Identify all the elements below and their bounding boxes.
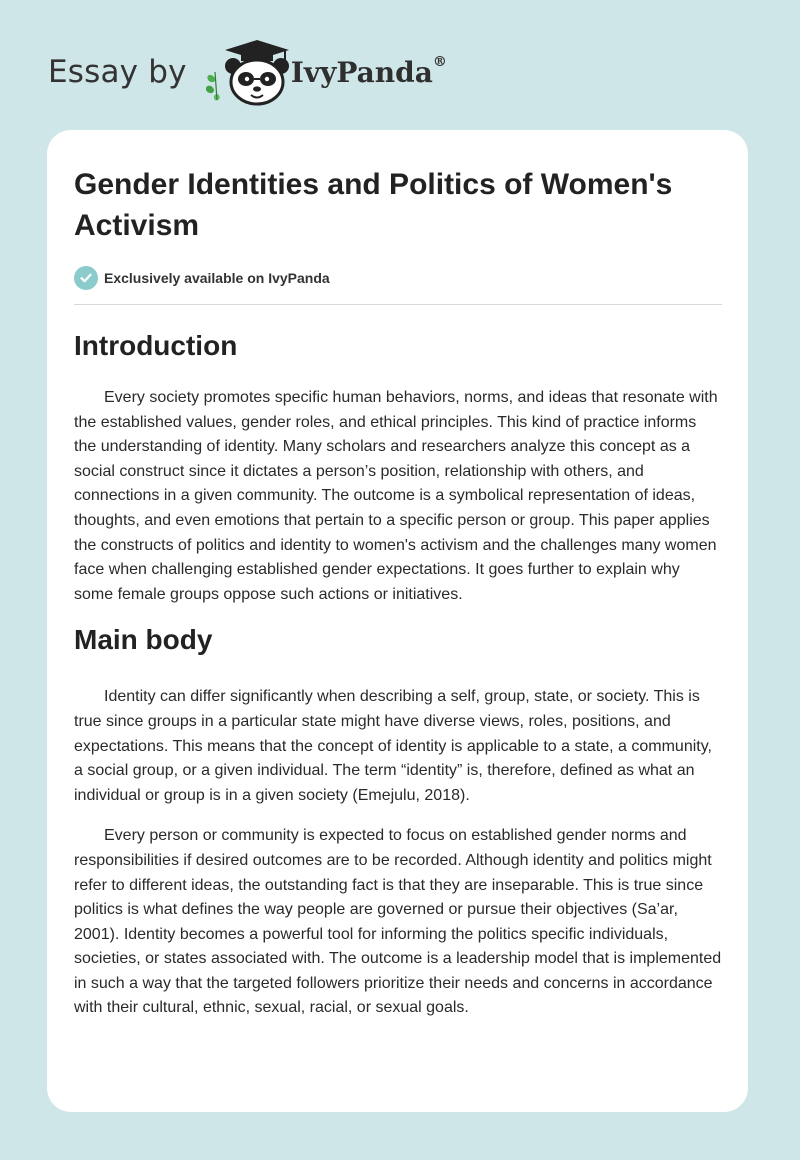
paragraph: Identity can differ significantly when describing a self, group, state, or society. This is true since groups in a particular state might have diverse views, roles, positions, and expectations. This means that the concept of identity is applicable to a state, a community, a social group, or a given individual. The term “identity” is, therefore, defined as what an individual or group is in a given society (Emejulu, 2018). bbox=[74, 688, 712, 804]
article-title: Gender Identities and Politics of Women's Activism bbox=[74, 168, 673, 242]
divider bbox=[74, 304, 722, 305]
section-heading-main-body: Main body bbox=[74, 624, 213, 656]
section-heading-introduction: Introduction bbox=[74, 330, 238, 361]
checkmark-icon bbox=[74, 266, 98, 290]
exclusive-badge bbox=[74, 266, 722, 290]
article-card bbox=[47, 130, 748, 1112]
brand-name: IvyPanda® bbox=[290, 53, 447, 89]
panda-graduate-logo-icon bbox=[199, 36, 295, 108]
brand-header bbox=[48, 36, 447, 108]
badge-text: Exclusively available on IvyPanda bbox=[104, 270, 330, 286]
brand-prefix: Essay by bbox=[48, 54, 187, 90]
paragraph: Every society promotes specific human behaviors, norms, and ideas that resonate with the established values, gender roles, and ethical principles. This kind of practice informs the understanding of identity. Many scholars and researchers analyze this concept as a social construct since it dictates a person’s position, relationship with others, and connections in a given community. The outcome is a symbolical representation of ideas, thoughts, and even emotions that pertain to a specific person or group. This paper applies the constructs of politics and identity to women's activism and the challenges many women face when challenging established gender expectations. It goes further to explain why some female groups oppose such actions or initiatives. bbox=[74, 389, 718, 603]
paragraph: Every person or community is expected to focus on established gender norms and responsibilities if desired outcomes are to be recorded. Although identity and politics might refer to different ideas, the outstanding fact is that they are inseparable. This is true since politics is what defines the way people are governed or pursue their objectives (Sa’ar, 2001). Identity becomes a powerful tool for informing the politics specific individuals, societies, or states associated with. The outcome is a leadership model that is implemented in such a way that the targeted followers prioritize their needs and concerns in accordance with their cultural, ethnic, sexual, racial, or sexual goals. bbox=[74, 827, 722, 1017]
